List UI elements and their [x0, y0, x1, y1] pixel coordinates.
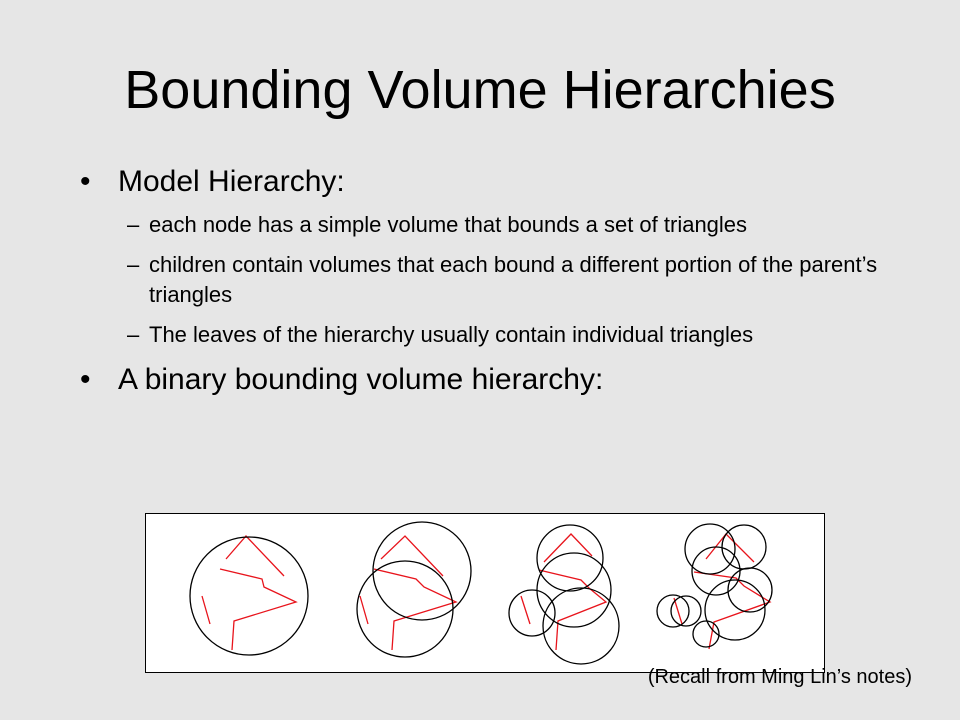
- bullet-text: A binary bounding volume hierarchy:: [118, 363, 604, 396]
- bullet-dot: •: [80, 363, 91, 396]
- bvh-level-4: [657, 524, 772, 649]
- bvh-figure: [145, 513, 825, 673]
- bounding-circle: [705, 580, 765, 640]
- sub-bullet-dash: –: [127, 252, 140, 277]
- bounding-circle: [190, 537, 308, 655]
- bullet-dot: •: [80, 165, 91, 198]
- sub-bullet-text: The leaves of the hierarchy usually contain individual triangles: [149, 322, 754, 347]
- bullet-item: [80, 360, 880, 400]
- slide-title: Bounding Volume Hierarchies: [124, 60, 836, 120]
- sub-bullet-list: [80, 210, 880, 350]
- bvh-level-3: [509, 525, 619, 664]
- bvh-level-2: [357, 522, 471, 657]
- sub-bullet-item: [80, 250, 880, 310]
- bullet-item: [80, 162, 880, 202]
- triangle-polyline: [360, 536, 456, 650]
- sub-bullet-text: children contain volumes that each bound a different portion of the parent’s triangles: [149, 252, 878, 307]
- bullet-list: [80, 162, 880, 400]
- bounding-circle: [671, 596, 701, 626]
- sub-bullet-item: [80, 210, 880, 240]
- bounding-circle: [357, 561, 453, 657]
- bvh-level-1: [190, 536, 308, 655]
- bounding-circle: [373, 522, 471, 620]
- bounding-circle: [693, 621, 719, 647]
- bullet-text: Model Hierarchy:: [118, 165, 345, 198]
- triangle-polyline: [202, 536, 296, 650]
- sub-bullet-dash: –: [127, 212, 140, 237]
- credit-note: (Recall from Ming Lin’s notes): [647, 666, 912, 688]
- bvh-diagram: [146, 514, 824, 672]
- bounding-circle: [722, 525, 766, 569]
- sub-bullet-item: [80, 320, 880, 350]
- bounding-circle: [657, 595, 689, 627]
- bounding-circle: [537, 553, 611, 627]
- bounding-circle: [509, 590, 555, 636]
- sub-bullet-dash: –: [127, 322, 140, 347]
- sub-bullet-text: each node has a simple volume that bounds a set of triangles: [149, 212, 748, 237]
